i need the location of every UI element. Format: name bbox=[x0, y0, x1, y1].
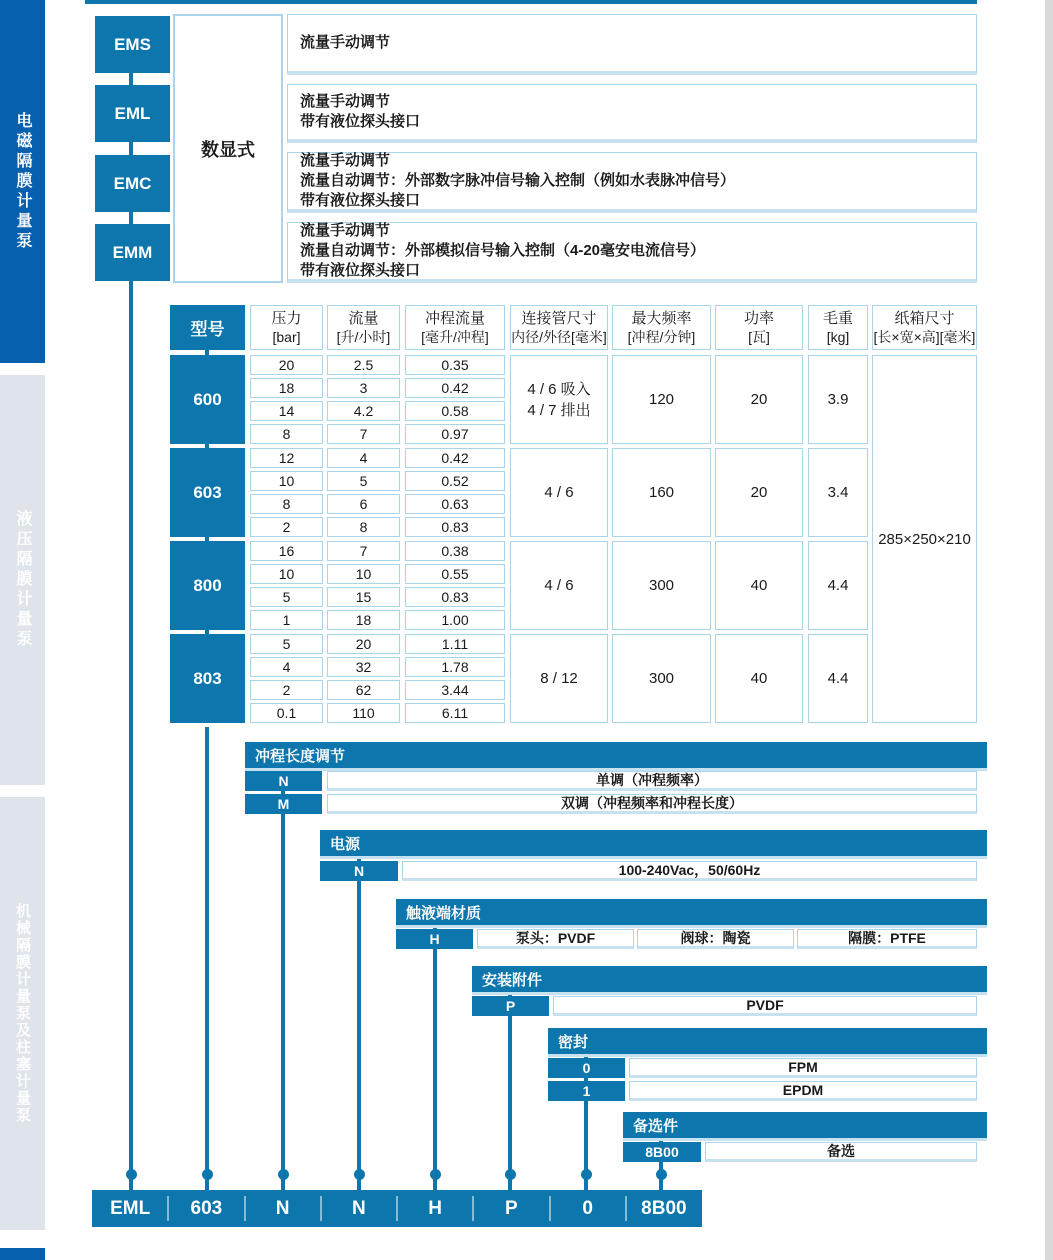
connector-line-mounting-code bbox=[508, 1015, 512, 1190]
code-box-n: N bbox=[245, 771, 322, 791]
stroke-cell: 0.52 bbox=[405, 471, 505, 491]
pressure-cell: 16 bbox=[250, 541, 323, 561]
flow-cell: 4 bbox=[327, 448, 400, 468]
desc-line: 流量手动调节 bbox=[300, 222, 391, 239]
flow-cell: 7 bbox=[327, 424, 400, 444]
option-label: 单调（冲程频率） bbox=[327, 771, 977, 791]
power-cell: 40 bbox=[715, 634, 803, 723]
weight-cell: 4.4 bbox=[808, 541, 868, 630]
connection-cell: 4 / 6 bbox=[510, 541, 608, 630]
flow-cell: 5 bbox=[327, 471, 400, 491]
stroke-cell: 0.42 bbox=[405, 448, 505, 468]
pressure-cell: 4 bbox=[250, 657, 323, 677]
flow-cell: 32 bbox=[327, 657, 400, 677]
connector-dot bbox=[430, 1169, 441, 1180]
flow-cell: 6 bbox=[327, 494, 400, 514]
code-segment-power: N bbox=[321, 1190, 397, 1227]
sidebar-tab-label: 电磁隔膜计量泵 bbox=[14, 111, 31, 252]
desc-eml bbox=[287, 84, 977, 143]
stroke-cell: 0.38 bbox=[405, 541, 505, 561]
power-cell: 40 bbox=[715, 541, 803, 630]
stroke-cell: 1.11 bbox=[405, 634, 505, 654]
desc-emm bbox=[287, 222, 977, 283]
stroke-cell: 1.00 bbox=[405, 610, 505, 630]
col-header-connection: 连接管尺寸 内径/外径[毫米] bbox=[510, 305, 608, 350]
pressure-cell: 2 bbox=[250, 680, 323, 700]
pressure-cell: 5 bbox=[250, 634, 323, 654]
code-segment-material: H bbox=[397, 1190, 473, 1227]
connector-dot bbox=[656, 1169, 667, 1180]
connector-dot bbox=[505, 1169, 516, 1180]
sidebar-tab-electromagnetic[interactable] bbox=[0, 0, 45, 363]
option-label: 备选 bbox=[705, 1142, 977, 1162]
desc-emc bbox=[287, 152, 977, 213]
section-header-power-supply: 电源 bbox=[320, 830, 987, 859]
col-header-model: 型号 bbox=[170, 305, 245, 350]
flow-cell: 4.2 bbox=[327, 401, 400, 421]
max-frequency-cell: 160 bbox=[612, 448, 711, 537]
stroke-cell: 0.55 bbox=[405, 564, 505, 584]
code-segment-stroke: N bbox=[245, 1190, 321, 1227]
pressure-cell: 5 bbox=[250, 587, 323, 607]
section-header-stroke-adjust: 冲程长度调节 bbox=[245, 742, 987, 771]
code-segment-optional: 8B00 bbox=[626, 1190, 702, 1227]
pressure-cell: 8 bbox=[250, 494, 323, 514]
model-cell-803: 803 bbox=[170, 634, 245, 723]
code-segment-model: EML bbox=[110, 1197, 151, 1219]
col-header-power: 功率 [瓦] bbox=[715, 305, 803, 350]
col-header-carton: 纸箱尺寸 [长×宽×高][毫米] bbox=[872, 305, 977, 350]
connector-line bbox=[129, 73, 133, 85]
code-box-p: P bbox=[472, 996, 549, 1016]
connector-dot bbox=[581, 1169, 592, 1180]
section-header-wetted-material: 触液端材质 bbox=[396, 899, 987, 928]
desc-line: 流量手动调节 bbox=[300, 152, 391, 169]
connection-cell: 4 / 6 bbox=[510, 448, 608, 537]
section-header-optional: 备选件 bbox=[623, 1112, 987, 1141]
connector-line-power-code bbox=[357, 880, 361, 1190]
connector-line-material-code bbox=[433, 948, 437, 1190]
section-header-seal: 密封 bbox=[548, 1028, 987, 1057]
flow-cell: 8 bbox=[327, 517, 400, 537]
connector-dot bbox=[202, 1169, 213, 1180]
pressure-cell: 1 bbox=[250, 610, 323, 630]
connector-line-model-code bbox=[129, 281, 133, 1190]
sidebar-tab-mechanical[interactable] bbox=[0, 797, 45, 1230]
flow-cell: 7 bbox=[327, 541, 400, 561]
option-label-diaphragm: 隔膜：PTFE bbox=[797, 929, 977, 949]
weight-cell: 3.9 bbox=[808, 355, 868, 444]
flow-cell: 110 bbox=[327, 703, 400, 723]
flow-cell: 15 bbox=[327, 587, 400, 607]
stroke-cell: 0.63 bbox=[405, 494, 505, 514]
code-box-1: 1 bbox=[548, 1081, 625, 1101]
pressure-cell: 8 bbox=[250, 424, 323, 444]
option-label-pump-head: 泵头：PVDF bbox=[477, 929, 634, 949]
code-segment-size: 603 bbox=[168, 1190, 244, 1227]
stroke-cell: 1.78 bbox=[405, 657, 505, 677]
code-box-h: H bbox=[396, 929, 473, 949]
stroke-cell: 3.44 bbox=[405, 680, 505, 700]
col-header-flow: 流量 [升/小时] bbox=[327, 305, 400, 350]
flow-cell: 2.5 bbox=[327, 355, 400, 375]
option-label: FPM bbox=[629, 1058, 977, 1078]
flow-cell: 62 bbox=[327, 680, 400, 700]
flow-cell: 10 bbox=[327, 564, 400, 584]
option-label-valve-ball: 阀球：陶瓷 bbox=[637, 929, 794, 949]
sidebar-tab-label: 液压隔膜计量泵 bbox=[14, 510, 31, 650]
code-box-n: N bbox=[320, 861, 398, 881]
stroke-cell: 0.83 bbox=[405, 517, 505, 537]
pressure-cell: 2 bbox=[250, 517, 323, 537]
sidebar-tab-next-partial bbox=[0, 1248, 45, 1260]
model-button-emm[interactable]: EMM bbox=[95, 224, 170, 281]
option-label: 100-240Vac，50/60Hz bbox=[402, 861, 977, 881]
stroke-cell: 0.42 bbox=[405, 378, 505, 398]
pressure-cell: 14 bbox=[250, 401, 323, 421]
model-cell-800: 800 bbox=[170, 541, 245, 630]
desc-line: 流量自动调节：外部模拟信号输入控制（4-20毫安电流信号） bbox=[300, 242, 706, 259]
connector-dot bbox=[278, 1169, 289, 1180]
pressure-cell: 10 bbox=[250, 471, 323, 491]
col-header-pressure: 压力 [bar] bbox=[250, 305, 323, 350]
model-cell-603: 603 bbox=[170, 448, 245, 537]
connection-cell: 8 / 12 bbox=[510, 634, 608, 723]
power-cell: 20 bbox=[715, 448, 803, 537]
model-button-emc[interactable]: EMC bbox=[95, 155, 170, 212]
max-frequency-cell: 300 bbox=[612, 634, 711, 723]
stroke-cell: 0.83 bbox=[405, 587, 505, 607]
connector-line-size-code bbox=[205, 727, 209, 1190]
option-label: PVDF bbox=[553, 996, 977, 1016]
code-segment-mounting: P bbox=[473, 1190, 549, 1227]
order-code-bar bbox=[92, 1190, 702, 1227]
stroke-cell: 0.58 bbox=[405, 401, 505, 421]
desc-line: 带有液位探头接口 bbox=[300, 262, 421, 279]
connector-dot bbox=[126, 1169, 137, 1180]
desc-line: 流量手动调节 bbox=[300, 34, 391, 51]
flow-cell: 20 bbox=[327, 634, 400, 654]
option-label: 双调（冲程频率和冲程长度） bbox=[327, 794, 977, 814]
pressure-cell: 10 bbox=[250, 564, 323, 584]
model-cell-600: 600 bbox=[170, 355, 245, 444]
connector-line bbox=[129, 142, 133, 155]
code-box-8b00: 8B00 bbox=[623, 1142, 701, 1162]
model-button-eml[interactable]: EML bbox=[95, 85, 170, 142]
sidebar-tab-hydraulic[interactable] bbox=[0, 375, 45, 785]
max-frequency-cell: 300 bbox=[612, 541, 711, 630]
stroke-cell: 0.97 bbox=[405, 424, 505, 444]
desc-line: 流量手动调节 bbox=[300, 93, 391, 110]
code-box-0: 0 bbox=[548, 1058, 625, 1078]
flow-cell: 18 bbox=[327, 610, 400, 630]
display-type-cell: 数显式 bbox=[173, 14, 283, 283]
carton-size-cell: 285×250×210 bbox=[872, 355, 977, 723]
col-header-weight: 毛重 [kg] bbox=[808, 305, 868, 350]
top-divider bbox=[85, 0, 977, 4]
desc-line: 带有液位探头接口 bbox=[300, 192, 421, 209]
model-button-ems[interactable]: EMS bbox=[95, 16, 170, 73]
desc-line: 带有液位探头接口 bbox=[300, 113, 421, 130]
option-label: EPDM bbox=[629, 1081, 977, 1101]
pressure-cell: 20 bbox=[250, 355, 323, 375]
col-header-max-frequency: 最大频率 [冲程/分钟] bbox=[612, 305, 711, 350]
connection-cell: 4 / 6 吸入 4 / 7 排出 bbox=[510, 355, 608, 444]
weight-cell: 3.4 bbox=[808, 448, 868, 537]
code-segment-seal: 0 bbox=[550, 1190, 626, 1227]
connector-dot bbox=[354, 1169, 365, 1180]
section-header-mounting: 安装附件 bbox=[472, 966, 987, 995]
flow-cell: 3 bbox=[327, 378, 400, 398]
desc-line: 流量自动调节：外部数字脉冲信号输入控制（例如水表脉冲信号） bbox=[300, 172, 736, 189]
desc-ems bbox=[287, 14, 977, 75]
pressure-cell: 0.1 bbox=[250, 703, 323, 723]
page-edge-strip bbox=[1045, 0, 1053, 1260]
max-frequency-cell: 120 bbox=[612, 355, 711, 444]
spec-table bbox=[170, 305, 977, 730]
stroke-cell: 6.11 bbox=[405, 703, 505, 723]
code-box-m: M bbox=[245, 794, 322, 814]
connector-line bbox=[129, 212, 133, 224]
power-cell: 20 bbox=[715, 355, 803, 444]
weight-cell: 4.4 bbox=[808, 634, 868, 723]
col-header-stroke-volume: 冲程流量 [毫升/冲程] bbox=[405, 305, 505, 350]
connector-line-stroke-code bbox=[281, 813, 285, 1190]
pressure-cell: 12 bbox=[250, 448, 323, 468]
sidebar-tab-label: 机械隔膜计量泵及柱塞计量泵 bbox=[14, 903, 31, 1124]
pressure-cell: 18 bbox=[250, 378, 323, 398]
stroke-cell: 0.35 bbox=[405, 355, 505, 375]
